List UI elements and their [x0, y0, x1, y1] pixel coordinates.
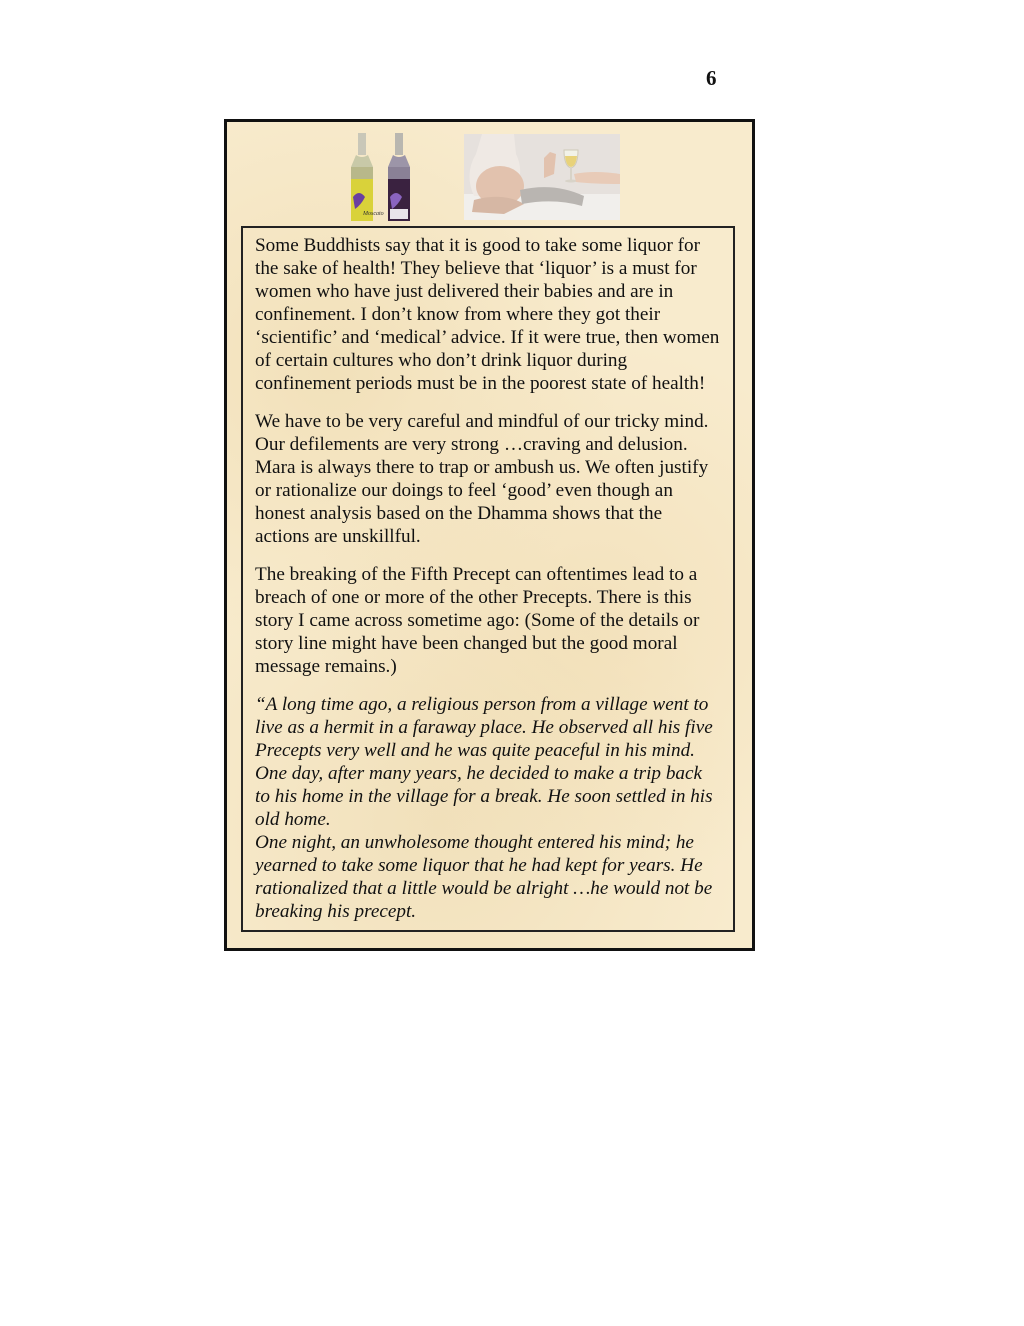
- story-paragraph-1: “A long time ago, a religious person from a village went to live as a hermit in a faraway place. He observed all his five Precepts very well and he was quite peaceful in his mind. One day, after many years, he decided to make a trip back to his home in the village for a break. He soon settled in his old home.: [255, 694, 713, 830]
- text-box: [241, 226, 735, 932]
- illustrations-row: [227, 128, 752, 224]
- story-paragraph-2: One night, an unwholesome thought entered his mind; he yearned to take some liquor that he had kept for years. He rationalized that a little would be alright …he would not be breaking his precept.: [255, 832, 713, 922]
- pregnant-woman-refusing-wine-photo: [464, 134, 620, 220]
- bottle-label-text: Moscato: [363, 211, 384, 217]
- paragraph-3: The breaking of the Fifth Precept can oftentimes lead to a breach of one or more of the other Precepts. There is this story I came across sometime ago: (Some of the details or story line might have been changed but the good moral message remains.): [255, 564, 700, 677]
- page-number: 6: [706, 66, 717, 90]
- paragraph-1: Some Buddhists say that it is good to take some liquor for the sake of health! They believe that ‘liquor’ is a must for women who have just delivered their babies and are in confinement. I don’t know from where they got their ‘scientific’ and ‘medical’ advice. If it were true, then women of certain cultures who don’t drink liquor during confinement periods must be in the poorest state of health!: [255, 235, 720, 394]
- story-excerpt: [255, 693, 721, 923]
- content-frame: [224, 119, 755, 951]
- paragraph-2: We have to be very careful and mindful of our tricky mind. Our defilements are very strong …craving and delusion. Mara is always there to trap or ambush us. We often justify or rationalize our doings to feel ‘good’ even though an honest analysis based on the Dhamma shows that the actions are unskillful.: [255, 411, 709, 547]
- wine-bottles-image: [347, 131, 419, 223]
